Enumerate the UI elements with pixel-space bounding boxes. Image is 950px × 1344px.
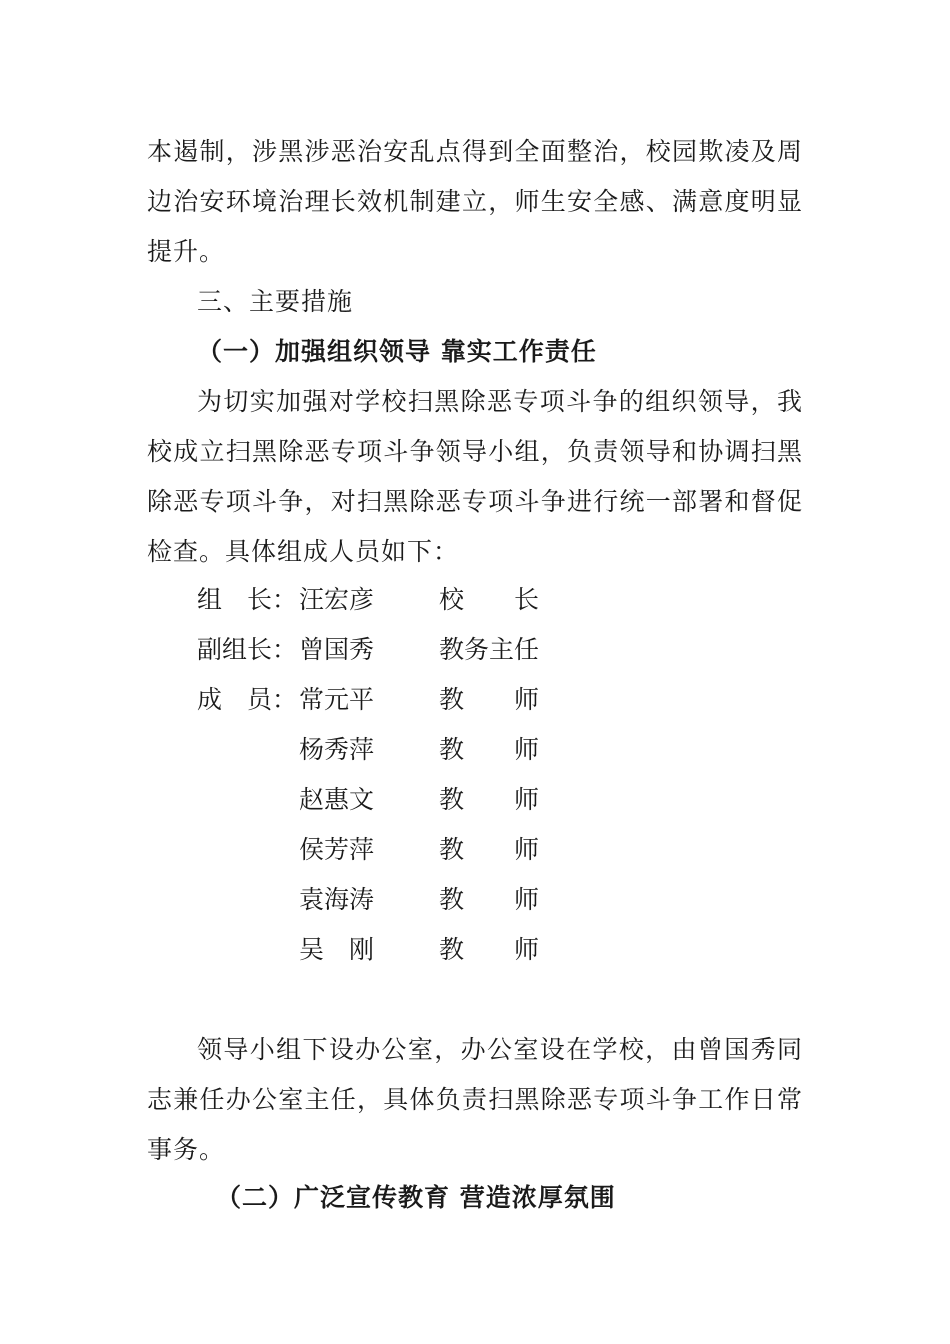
para1-line-3: 除恶专项斗争，对扫黑除恶专项斗争进行统一部署和督促 <box>147 487 803 516</box>
member-title: 教 师 <box>439 735 540 764</box>
member-row <box>0 585 950 615</box>
member-name: 袁海涛 <box>299 885 375 914</box>
member-name: 杨秀萍 <box>299 735 375 764</box>
member-role: 成 员： <box>197 685 298 714</box>
member-title: 教 师 <box>439 935 540 964</box>
intro-line-1: 本遏制，涉黑涉恶治安乱点得到全面整治，校园欺凌及周 <box>147 137 803 166</box>
member-name: 曾国秀 <box>299 635 375 664</box>
member-title: 教 师 <box>439 685 540 714</box>
section-title: 三、主要措施 <box>197 287 354 316</box>
para2-line-1: 领导小组下设办公室，办公室设在学校，由曾国秀同 <box>197 1035 803 1064</box>
intro-line-3: 提升。 <box>147 237 226 266</box>
member-role: 组 长： <box>197 585 298 614</box>
member-title: 教 师 <box>439 885 540 914</box>
para2-line-2: 志兼任办公室主任，具体负责扫黑除恶专项斗争工作日常 <box>147 1085 803 1114</box>
intro-line-2: 边治安环境治理长效机制建立，师生安全感、满意度明显 <box>147 187 803 216</box>
member-name: 常元平 <box>299 685 375 714</box>
member-role: 副组长： <box>197 635 298 664</box>
member-row <box>0 935 950 965</box>
member-name: 吴 刚 <box>299 935 375 964</box>
member-title: 教 师 <box>439 835 540 864</box>
para1-line-2: 校成立扫黑除恶专项斗争领导小组，负责领导和协调扫黑 <box>147 437 803 466</box>
para1-line-1: 为切实加强对学校扫黑除恶专项斗争的组织领导，我 <box>197 387 803 416</box>
member-name: 赵惠文 <box>299 785 375 814</box>
member-row <box>0 685 950 715</box>
member-row <box>0 885 950 915</box>
subsection-title-2: （二）广泛宣传教育 营造浓厚氛围 <box>216 1183 616 1212</box>
member-title: 校 长 <box>439 585 540 614</box>
para1-line-4: 检查。具体组成人员如下： <box>147 537 460 566</box>
member-row <box>0 835 950 865</box>
member-title: 教务主任 <box>439 635 540 664</box>
member-row <box>0 785 950 815</box>
member-name: 汪宏彦 <box>299 585 375 614</box>
subsection-title-1: （一）加强组织领导 靠实工作责任 <box>197 337 597 366</box>
para2-line-3: 事务。 <box>147 1135 226 1164</box>
member-row <box>0 635 950 665</box>
member-title: 教 师 <box>439 785 540 814</box>
member-name: 侯芳萍 <box>299 835 375 864</box>
member-row <box>0 735 950 765</box>
